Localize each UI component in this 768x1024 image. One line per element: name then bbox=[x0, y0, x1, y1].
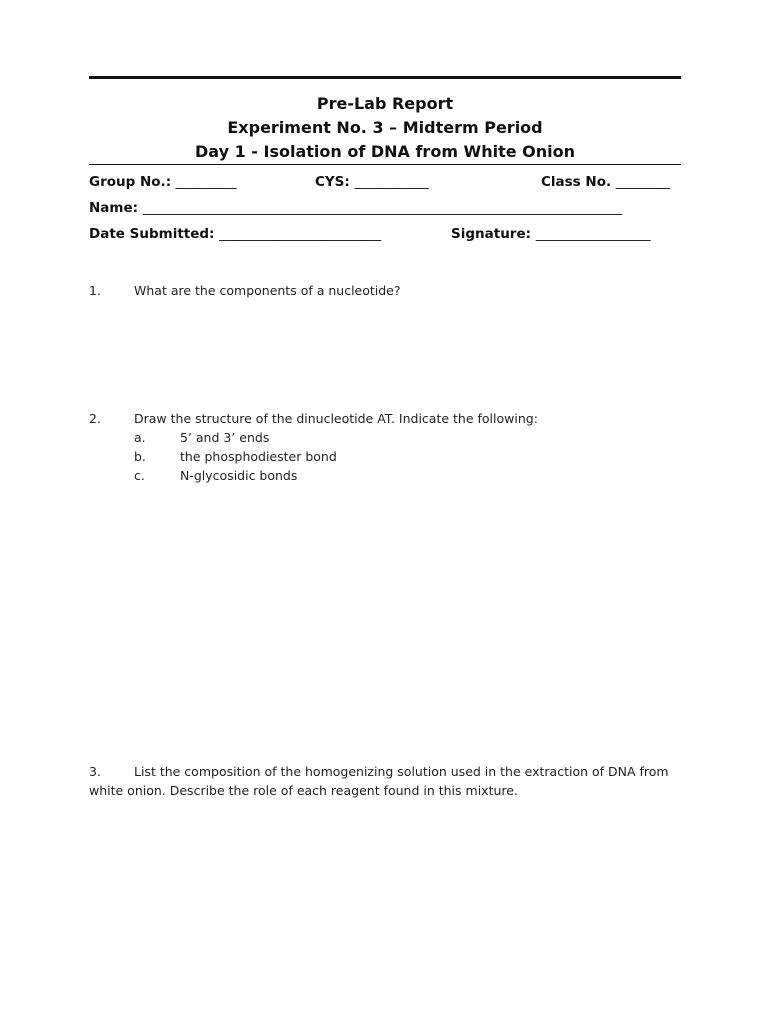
item-c-text: N-glycosidic bonds bbox=[180, 468, 298, 483]
info-row-name bbox=[89, 200, 681, 220]
date-label: Date Submitted: bbox=[89, 226, 215, 242]
group-field[interactable] bbox=[89, 174, 237, 190]
question-2-item-a bbox=[134, 428, 634, 448]
item-a-letter: a. bbox=[134, 430, 146, 445]
date-blank: ________________________ bbox=[219, 226, 382, 242]
question-3-number: 3. bbox=[89, 764, 101, 779]
item-a-text: 5’ and 3’ ends bbox=[180, 430, 270, 445]
class-blank: ________ bbox=[615, 174, 670, 190]
question-3 bbox=[89, 762, 669, 800]
info-row-group bbox=[89, 174, 681, 194]
title-line-1: Pre-Lab Report bbox=[316, 94, 454, 113]
class-field[interactable] bbox=[541, 174, 670, 190]
class-label: Class No. bbox=[541, 174, 612, 190]
top-rule bbox=[89, 76, 681, 79]
question-1-text: What are the components of a nucleotide? bbox=[134, 283, 401, 298]
signature-label: Signature: bbox=[451, 226, 532, 242]
item-b-text: the phosphodiester bond bbox=[180, 449, 337, 464]
signature-field[interactable] bbox=[451, 226, 650, 242]
question-1 bbox=[89, 281, 689, 301]
signature-blank: _________________ bbox=[535, 226, 651, 242]
cys-blank: ___________ bbox=[354, 174, 429, 190]
question-2-number: 2. bbox=[89, 411, 101, 426]
question-1-number: 1. bbox=[89, 283, 101, 298]
name-field[interactable] bbox=[89, 200, 622, 216]
item-c-letter: c. bbox=[134, 468, 145, 483]
title-line-3: Day 1 - Isolation of DNA from White Onion bbox=[194, 142, 576, 161]
question-3-line-2: white onion. Describe the role of each reagent found in this mixture. bbox=[89, 783, 518, 798]
date-submitted-field[interactable] bbox=[89, 226, 381, 242]
info-row-date bbox=[89, 226, 681, 246]
question-2 bbox=[89, 409, 689, 429]
cys-field[interactable] bbox=[315, 174, 429, 190]
name-label: Name: bbox=[89, 200, 139, 216]
title-divider bbox=[89, 164, 681, 165]
document-title bbox=[89, 92, 681, 164]
question-3-line-1 bbox=[89, 762, 669, 781]
cys-label: CYS: bbox=[315, 174, 350, 190]
question-2-item-c bbox=[134, 466, 634, 486]
group-blank: _________ bbox=[175, 174, 237, 190]
name-blank: _______________________________________________________________________ bbox=[142, 200, 622, 216]
question-2-text: Draw the structure of the dinucleotide AT. Indicate the following: bbox=[134, 411, 538, 426]
question-3-text-1: List the composition of the homogenizing solution used in the extraction of DNA from bbox=[134, 764, 669, 779]
title-line-2: Experiment No. 3 – Midterm Period bbox=[227, 118, 543, 137]
group-label: Group No.: bbox=[89, 174, 172, 190]
item-b-letter: b. bbox=[134, 449, 146, 464]
question-2-item-b bbox=[134, 447, 634, 467]
